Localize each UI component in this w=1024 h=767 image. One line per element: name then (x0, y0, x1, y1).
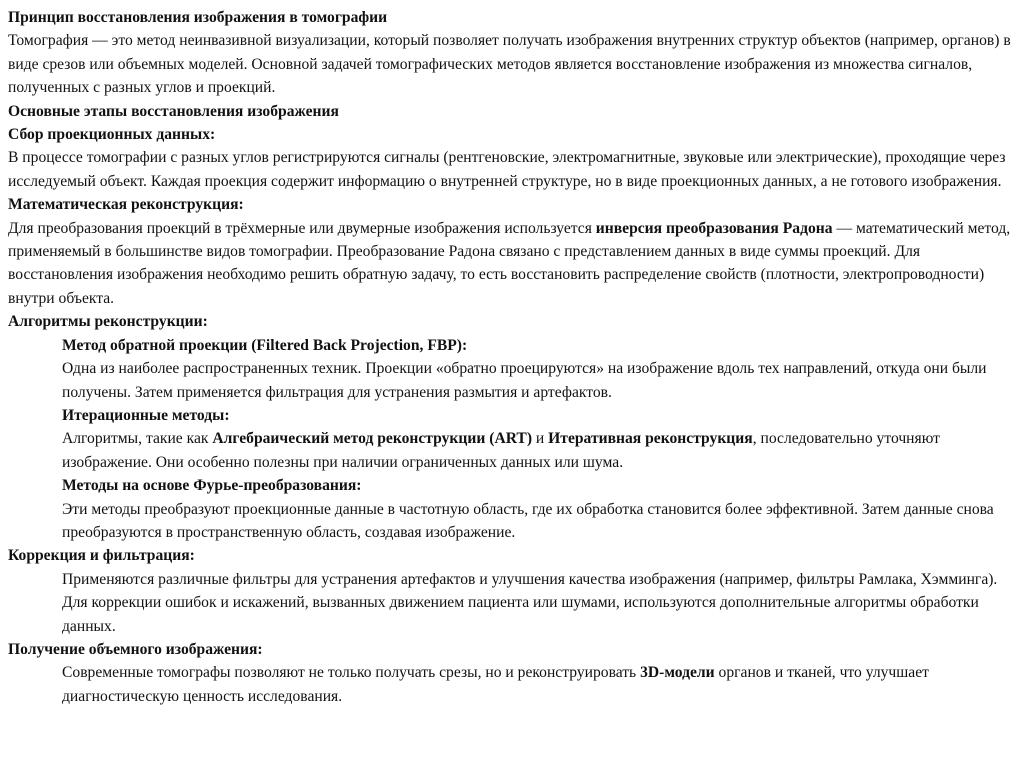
volume-heading: Получение объемного изображения: (8, 640, 263, 658)
algorithms-list (8, 334, 1014, 545)
collection-paragraph: В процессе томографии с разных углов регистрируются сигналы (рентгеновские, электромагнитные, звуковые или электрические), проходящие через исследуемый объект. Каждая проекция содержит информацию о внутренней структуре, но в виде проекционных данных, а не готового изображения. (8, 149, 1006, 190)
intro-paragraph: Томография — это метод неинвазивной визуализации, который позволяет получать изображения внутренних структур объектов (например, органов) в виде срезов или объемных моделей. Основной задачей томографических методов является восстановление изображения из множества сигналов, полученных с разных углов и проекций. (8, 32, 1011, 97)
document-title: Принцип восстановления изображения в томографии (8, 9, 388, 26)
volume-text-after: органов и тканей, что улучшает диагностическую ценность исследования. (62, 664, 929, 705)
iterative-text-2: и (532, 430, 549, 448)
iterative-heading: Итерационные методы: (62, 406, 230, 424)
volume-block (8, 661, 1014, 708)
iterative-bold-2: Итеративная реконструкция (548, 430, 753, 448)
volume-text-before: Современные томографы позволяют не только получать срезы, но и реконструировать (62, 664, 641, 682)
correction-paragraph-2: Для коррекции ошибок и искажений, вызванных движением пациента или шумами, используются дополнительные алгоритмы обработки данных. (62, 594, 979, 635)
math-heading: Математическая реконструкция: (8, 196, 244, 214)
volume-paragraph (62, 661, 1014, 708)
document-page (8, 6, 1014, 708)
fourier-paragraph: Эти методы преобразуют проекционные данные в частотную область, где их обработка становится более эффективной. Затем данные снова преобразуются в пространственную область, создавая изображение. (62, 500, 994, 541)
iterative-text-3: , последовательно уточняют изображение. Они особенно полезны при наличии ограниченных данных или шума. (62, 430, 940, 471)
algorithms-heading: Алгоритмы реконструкции: (8, 313, 208, 331)
correction-block (8, 568, 1014, 638)
math-paragraph (8, 217, 1014, 311)
fbp-heading: Метод обратной проекции (Filtered Back Projection, FBP): (62, 336, 468, 354)
math-text-after: — математический метод, применяемый в большинстве видов томографии. Преобразование Радона связано с представлением данных в виде суммы проекций. Для восстановления изображения необходимо решить обратную задачу, то есть восстановить распределение свойств (плотности, электропроводности) внутри объекта. (8, 219, 1011, 307)
math-text-before: Для преобразования проекций в трёхмерные или двумерные изображения используется (8, 219, 596, 237)
fourier-heading: Методы на основе Фурье-преобразования: (62, 477, 362, 495)
stages-heading: Основные этапы восстановления изображения (8, 102, 339, 120)
correction-heading: Коррекция и фильтрация: (8, 547, 195, 565)
iterative-bold-1: Алгебраический метод реконструкции (ART) (212, 430, 533, 448)
collection-heading: Сбор проекционных данных: (8, 126, 216, 144)
volume-bold-term: 3D-модели (640, 664, 715, 682)
fbp-paragraph: Одна из наиболее распространенных техник. Проекции «обратно проецируются» на изображение вдоль тех направлений, откуда они были получены. Затем применяется фильтрация для устранения размытия и артефактов. (62, 360, 987, 401)
correction-paragraph-1: Применяются различные фильтры для устранения артефактов и улучшения качества изображения (например, фильтры Рамлака, Хэмминга). (62, 570, 998, 588)
iterative-text-1: Алгоритмы, такие как (62, 430, 213, 448)
iterative-paragraph (62, 427, 1014, 474)
math-bold-term: инверсия преобразования Радона (595, 219, 833, 237)
